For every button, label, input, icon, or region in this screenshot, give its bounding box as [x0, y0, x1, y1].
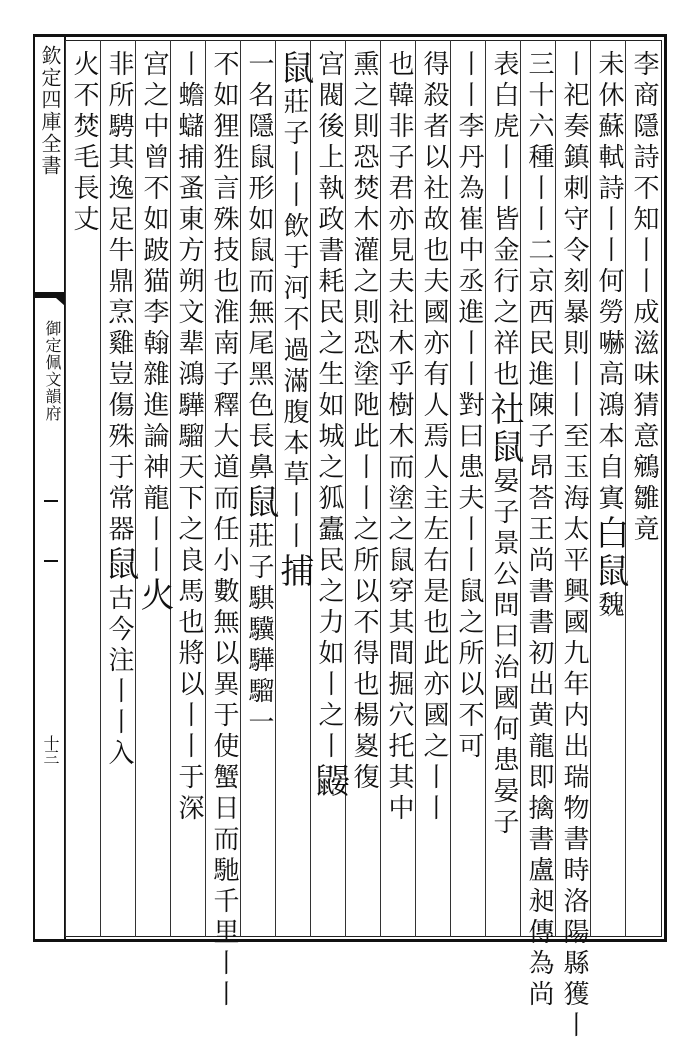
volume-title: 御定佩文韻府	[43, 320, 62, 422]
text-segment: 宫之中曾不如跛猫李翰雜進論神龍丨丨	[139, 50, 169, 577]
text-column	[241, 50, 277, 930]
page-number: 十三	[41, 735, 60, 763]
text-segment: 未休蘇軾詩丨丨何勞嚇高鴻本自寘	[594, 50, 624, 515]
text-column	[276, 50, 312, 930]
text-segment: 丨丨李丹為崔中丞進丨丨	[454, 50, 484, 391]
entry-heading: 鼹	[309, 763, 349, 801]
text-column	[346, 50, 382, 930]
entry-heading: 白鼠	[589, 515, 629, 591]
text-segment: 魏	[594, 591, 624, 622]
entry-heading: 社鼠	[484, 391, 524, 467]
text-column	[626, 50, 662, 930]
margin-dash	[44, 500, 58, 502]
text-segment: 熏之則恐焚木灌之則恐塗阤此丨丨之所以不得也楊嵏復	[349, 50, 379, 794]
entry-heading: 鼠	[274, 50, 314, 88]
book-title: 欽定四庫全書	[38, 45, 62, 177]
text-segment: 三十六種丨丨二京西民進陳子昂荅王尚書書初出黄龍即擒	[524, 50, 554, 825]
text-segment: 一名隱鼠形如鼠而無尾黑色長鼻	[244, 50, 274, 484]
text-segment: 不如狸狌言殊技也淮南子釋大道而任小數無以異于使蟹	[209, 50, 239, 794]
text-segment: 對曰患夫丨丨鼠之所以不可	[454, 391, 484, 763]
text-segment: 得殺者以社故也夫國亦有人焉人主左右是也此亦國之丨丨	[419, 50, 449, 825]
text-segment: 火不焚毛長丈	[69, 50, 99, 236]
text-segment: 晏子景公問曰治國何患晏子	[489, 467, 519, 839]
text-segment: 丨蟾蠩捕蚤東方朔文辈鴻驊騮天下之良馬也將以丨丨于深	[174, 50, 204, 825]
text-column	[311, 50, 347, 930]
fishtail-mark	[34, 292, 65, 306]
text-column	[556, 50, 592, 1042]
text-segment: 非所騁其逸足牛鼎烹雞豈傷殊于常器	[104, 50, 134, 546]
text-segment: 莊子騏驥驊騮一	[244, 522, 274, 739]
text-segment: 書時洛陽縣獲丨	[559, 825, 589, 1042]
text-column	[591, 50, 627, 930]
text-column	[136, 50, 172, 930]
text-segment: 莊子丨丨飲于河不過滿腹本草丨丨	[279, 88, 309, 553]
text-column	[521, 50, 557, 1011]
text-segment: 古今注丨丨入	[104, 584, 134, 770]
text-column	[66, 50, 102, 930]
text-segment: 日而馳千里丨丨	[209, 794, 239, 1011]
entry-heading: 鼠	[239, 484, 279, 522]
text-column	[101, 50, 137, 930]
text-segment: 也韓非子君亦見夫社木乎樹木而塗之鼠穿其間掘穴托其中	[384, 50, 414, 825]
text-segment: 丨祀奏鎮刺守令刻暴則丨丨至玉海太平興國九年内出瑞物	[559, 50, 589, 825]
text-segment: 書盧昶傳為尚	[524, 825, 554, 1011]
text-segment: 宫閥後上執政書耗民之生如城之狐蠹民之力如丨之丨	[314, 50, 344, 763]
text-column	[171, 50, 207, 930]
entry-heading: 火	[134, 577, 174, 615]
text-column	[451, 50, 487, 930]
entry-heading: 捕	[274, 553, 314, 591]
margin-dash	[44, 560, 58, 562]
entry-heading: 鼠	[99, 546, 139, 584]
text-segment: 表白虎丨丨皆金行之祥也	[489, 50, 519, 391]
text-column	[381, 50, 417, 930]
text-column	[416, 50, 452, 930]
text-column	[206, 50, 242, 1011]
text-column	[486, 50, 522, 930]
text-segment: 李商隱詩不知丨丨成滋味猜意鵷雛竟	[629, 50, 659, 546]
